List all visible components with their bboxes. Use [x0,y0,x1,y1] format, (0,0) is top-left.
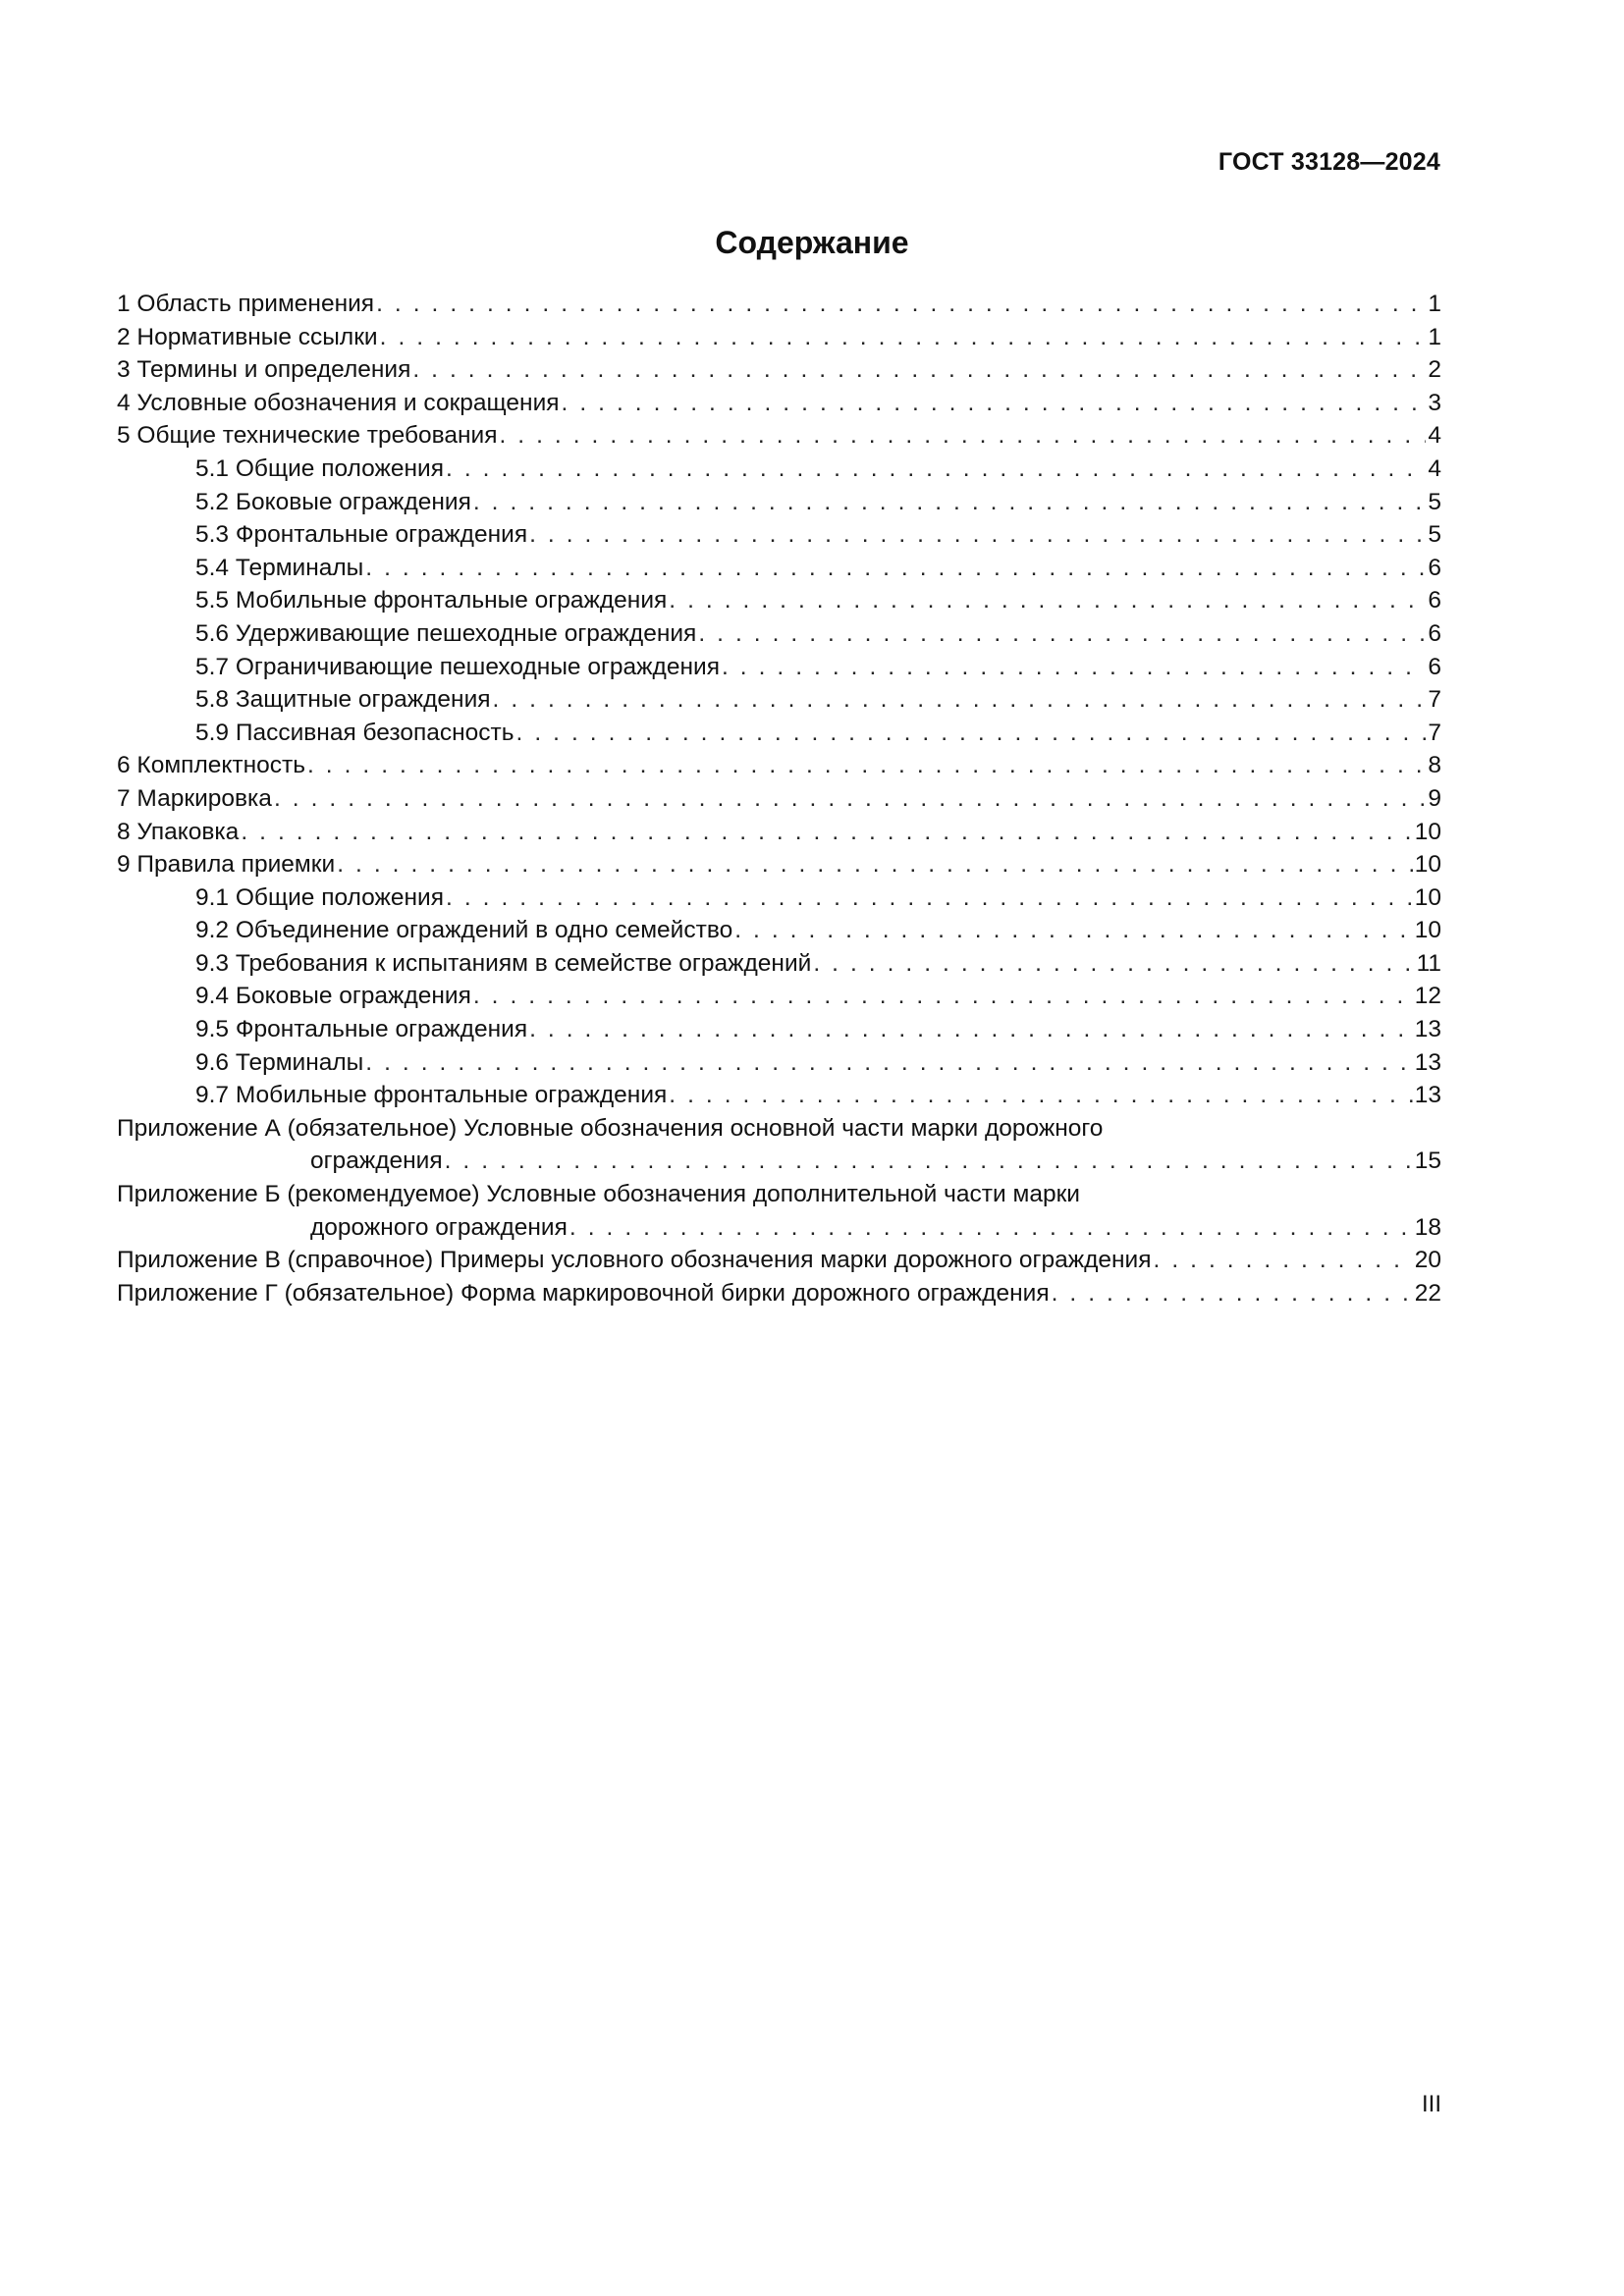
toc-dot-leader [499,419,1426,453]
toc-entry-page: 6 [1428,653,1441,680]
toc-dot-leader [669,1079,1412,1112]
toc-entry-label: 9.5 Фронтальные ограждения [195,1016,528,1043]
toc-entry-page: 11 [1416,949,1441,977]
toc-entry-page: 20 [1414,1247,1441,1274]
toc-subentry[interactable] [117,717,1441,750]
toc-entry[interactable] [117,387,1441,420]
toc-entry[interactable] [117,848,1441,881]
toc-dot-leader [722,651,1426,684]
toc-dot-leader [569,1211,1413,1245]
toc-entry-label: Приложение Г (обязательное) Форма маркировочной бирки дорожного ограждения [117,1279,1050,1307]
toc-subentry[interactable] [117,651,1441,684]
toc-dot-leader [1052,1277,1413,1310]
toc-entry-page: 3 [1428,389,1441,416]
toc-dot-leader [307,749,1426,782]
toc-subentry[interactable] [117,914,1441,947]
toc-entry-page: 7 [1428,686,1441,714]
toc-entry-label: 5 Общие технические требования [117,422,498,450]
toc-entry-label: Приложение А (обязательное) Условные обозначения основной части марки дорожного [117,1114,1104,1142]
toc-dot-leader [365,552,1426,585]
toc-appendix-entry[interactable] [117,1244,1441,1277]
toc-entry-page: 1 [1428,323,1441,350]
toc-entry[interactable] [117,749,1441,782]
toc-subentry[interactable] [117,683,1441,717]
toc-dot-leader [446,881,1413,915]
toc-entry-page: 10 [1414,851,1441,879]
toc-appendix-continuation[interactable] [117,1211,1441,1245]
toc-entry-page: 10 [1414,818,1441,845]
toc-subentry[interactable] [117,453,1441,486]
toc-entry-page: 6 [1428,554,1441,581]
toc-subentry[interactable] [117,486,1441,519]
toc-entry-page: 8 [1428,752,1441,779]
toc-entry-page: 4 [1428,454,1441,482]
toc-entry-label: 9 Правила приемки [117,851,336,879]
toc-entry-label: 5.5 Мобильные фронтальные ограждения [195,587,668,614]
toc-entry-page: 6 [1428,619,1441,647]
toc-entry-page: 2 [1428,356,1441,384]
page-number: III [1421,2091,1441,2117]
toc-entry-page: 7 [1428,719,1441,746]
toc-entry-label: 9.3 Требования к испытаниям в семействе ограждений [195,949,812,977]
toc-dot-leader [365,1046,1412,1080]
toc-entry-label: 5.7 Ограничивающие пешеходные ограждения [195,653,720,680]
toc-dot-leader [529,1013,1413,1046]
toc-dot-leader [376,288,1426,321]
toc-entry[interactable] [117,816,1441,849]
toc-subentry[interactable] [117,617,1441,651]
toc-dot-leader [516,717,1427,750]
toc-entry-label-continuation: дорожного ограждения [310,1213,568,1241]
toc-entry-page: 15 [1414,1148,1441,1175]
toc-entry-label: 9.1 Общие положения [195,883,445,911]
toc-subentry[interactable] [117,881,1441,915]
toc-dot-leader [562,387,1427,420]
toc-entry-label: 1 Область применения [117,291,375,317]
toc-entry-page: 1 [1428,291,1441,317]
toc-dot-leader [473,980,1413,1013]
toc-entry-page: 5 [1428,488,1441,515]
toc-entry-label: 5.1 Общие положения [195,454,445,482]
toc-dot-leader [698,617,1426,651]
toc-subentry[interactable] [117,1079,1441,1112]
toc-dot-leader [445,1145,1413,1178]
toc-entry-label: 6 Комплектность [117,752,305,779]
toc-entry-label: 5.9 Пассивная безопасность [195,719,514,746]
toc-entry-label-continuation: ограждения [310,1148,443,1175]
toc-entry-page: 13 [1414,1048,1441,1076]
toc-entry-page: 13 [1414,1082,1441,1109]
toc-entry-page: 18 [1414,1213,1441,1241]
toc-entry-label: 5.8 Защитные ограждения [195,686,491,714]
toc-entry-page: 6 [1428,587,1441,614]
toc-appendix-continuation[interactable] [117,1145,1441,1178]
toc-entry-label: 9.7 Мобильные фронтальные ограждения [195,1082,668,1109]
toc-dot-leader [412,353,1426,387]
toc-entry-label: 9.6 Терминалы [195,1048,364,1076]
toc-dot-leader [813,947,1414,981]
toc-subentry[interactable] [117,518,1441,552]
toc-entry-label: 5.6 Удерживающие пешеходные ограждения [195,619,697,647]
toc-entry[interactable] [117,419,1441,453]
toc-subentry[interactable] [117,552,1441,585]
toc-dot-leader [669,584,1426,617]
toc-appendix-entry[interactable] [117,1178,1441,1211]
toc-entry-label: Приложение В (справочное) Примеры условного обозначения марки дорожного ограждения [117,1247,1152,1274]
toc-entry[interactable] [117,353,1441,387]
toc-subentry[interactable] [117,584,1441,617]
toc-subentry[interactable] [117,947,1441,981]
toc-entry-page: 22 [1414,1279,1441,1307]
toc-entry-page: 10 [1414,883,1441,911]
table-of-contents [117,288,1441,1309]
toc-subentry[interactable] [117,1013,1441,1046]
toc-entry-label: 9.2 Объединение ограждений в одно семейство [195,917,733,944]
toc-title: Содержание [715,225,909,260]
toc-entry-label: 4 Условные обозначения и сокращения [117,389,560,416]
toc-dot-leader [380,321,1427,354]
toc-dot-leader [337,848,1413,881]
toc-entry-label: 5.3 Фронтальные ограждения [195,521,528,549]
toc-entry-page: 4 [1428,422,1441,450]
toc-dot-leader [493,683,1427,717]
toc-dot-leader [446,453,1426,486]
toc-dot-leader [241,816,1412,849]
toc-dot-leader [473,486,1427,519]
toc-dot-leader [734,914,1413,947]
toc-dot-leader [1154,1244,1413,1277]
toc-entry-label: 9.4 Боковые ограждения [195,983,471,1010]
toc-appendix-entry[interactable] [117,1112,1441,1146]
toc-entry-page: 10 [1414,917,1441,944]
toc-appendix-entry[interactable] [117,1277,1441,1310]
toc-entry[interactable] [117,321,1441,354]
toc-entry-label: 8 Упаковка [117,818,240,845]
toc-entry-label: 7 Маркировка [117,784,272,812]
toc-subentry[interactable] [117,980,1441,1013]
toc-entry-page: 9 [1428,784,1441,812]
toc-entry[interactable] [117,288,1441,321]
toc-dot-leader [274,782,1426,816]
toc-entry-page: 12 [1414,983,1441,1010]
toc-entry-label: 5.2 Боковые ограждения [195,488,471,515]
toc-entry-label: 5.4 Терминалы [195,554,364,581]
toc-entry-page: 5 [1428,521,1441,549]
toc-entry-label: 2 Нормативные ссылки [117,323,378,350]
toc-dot-leader [529,518,1426,552]
toc-subentry[interactable] [117,1046,1441,1080]
toc-entry[interactable] [117,782,1441,816]
document-code: ГОСТ 33128—2024 [1218,148,1440,176]
toc-entry-label: Приложение Б (рекомендуемое) Условные обозначения дополнительной части марки [117,1181,1080,1208]
toc-entry-page: 13 [1414,1016,1441,1043]
toc-entry-label: 3 Термины и определения [117,356,411,384]
